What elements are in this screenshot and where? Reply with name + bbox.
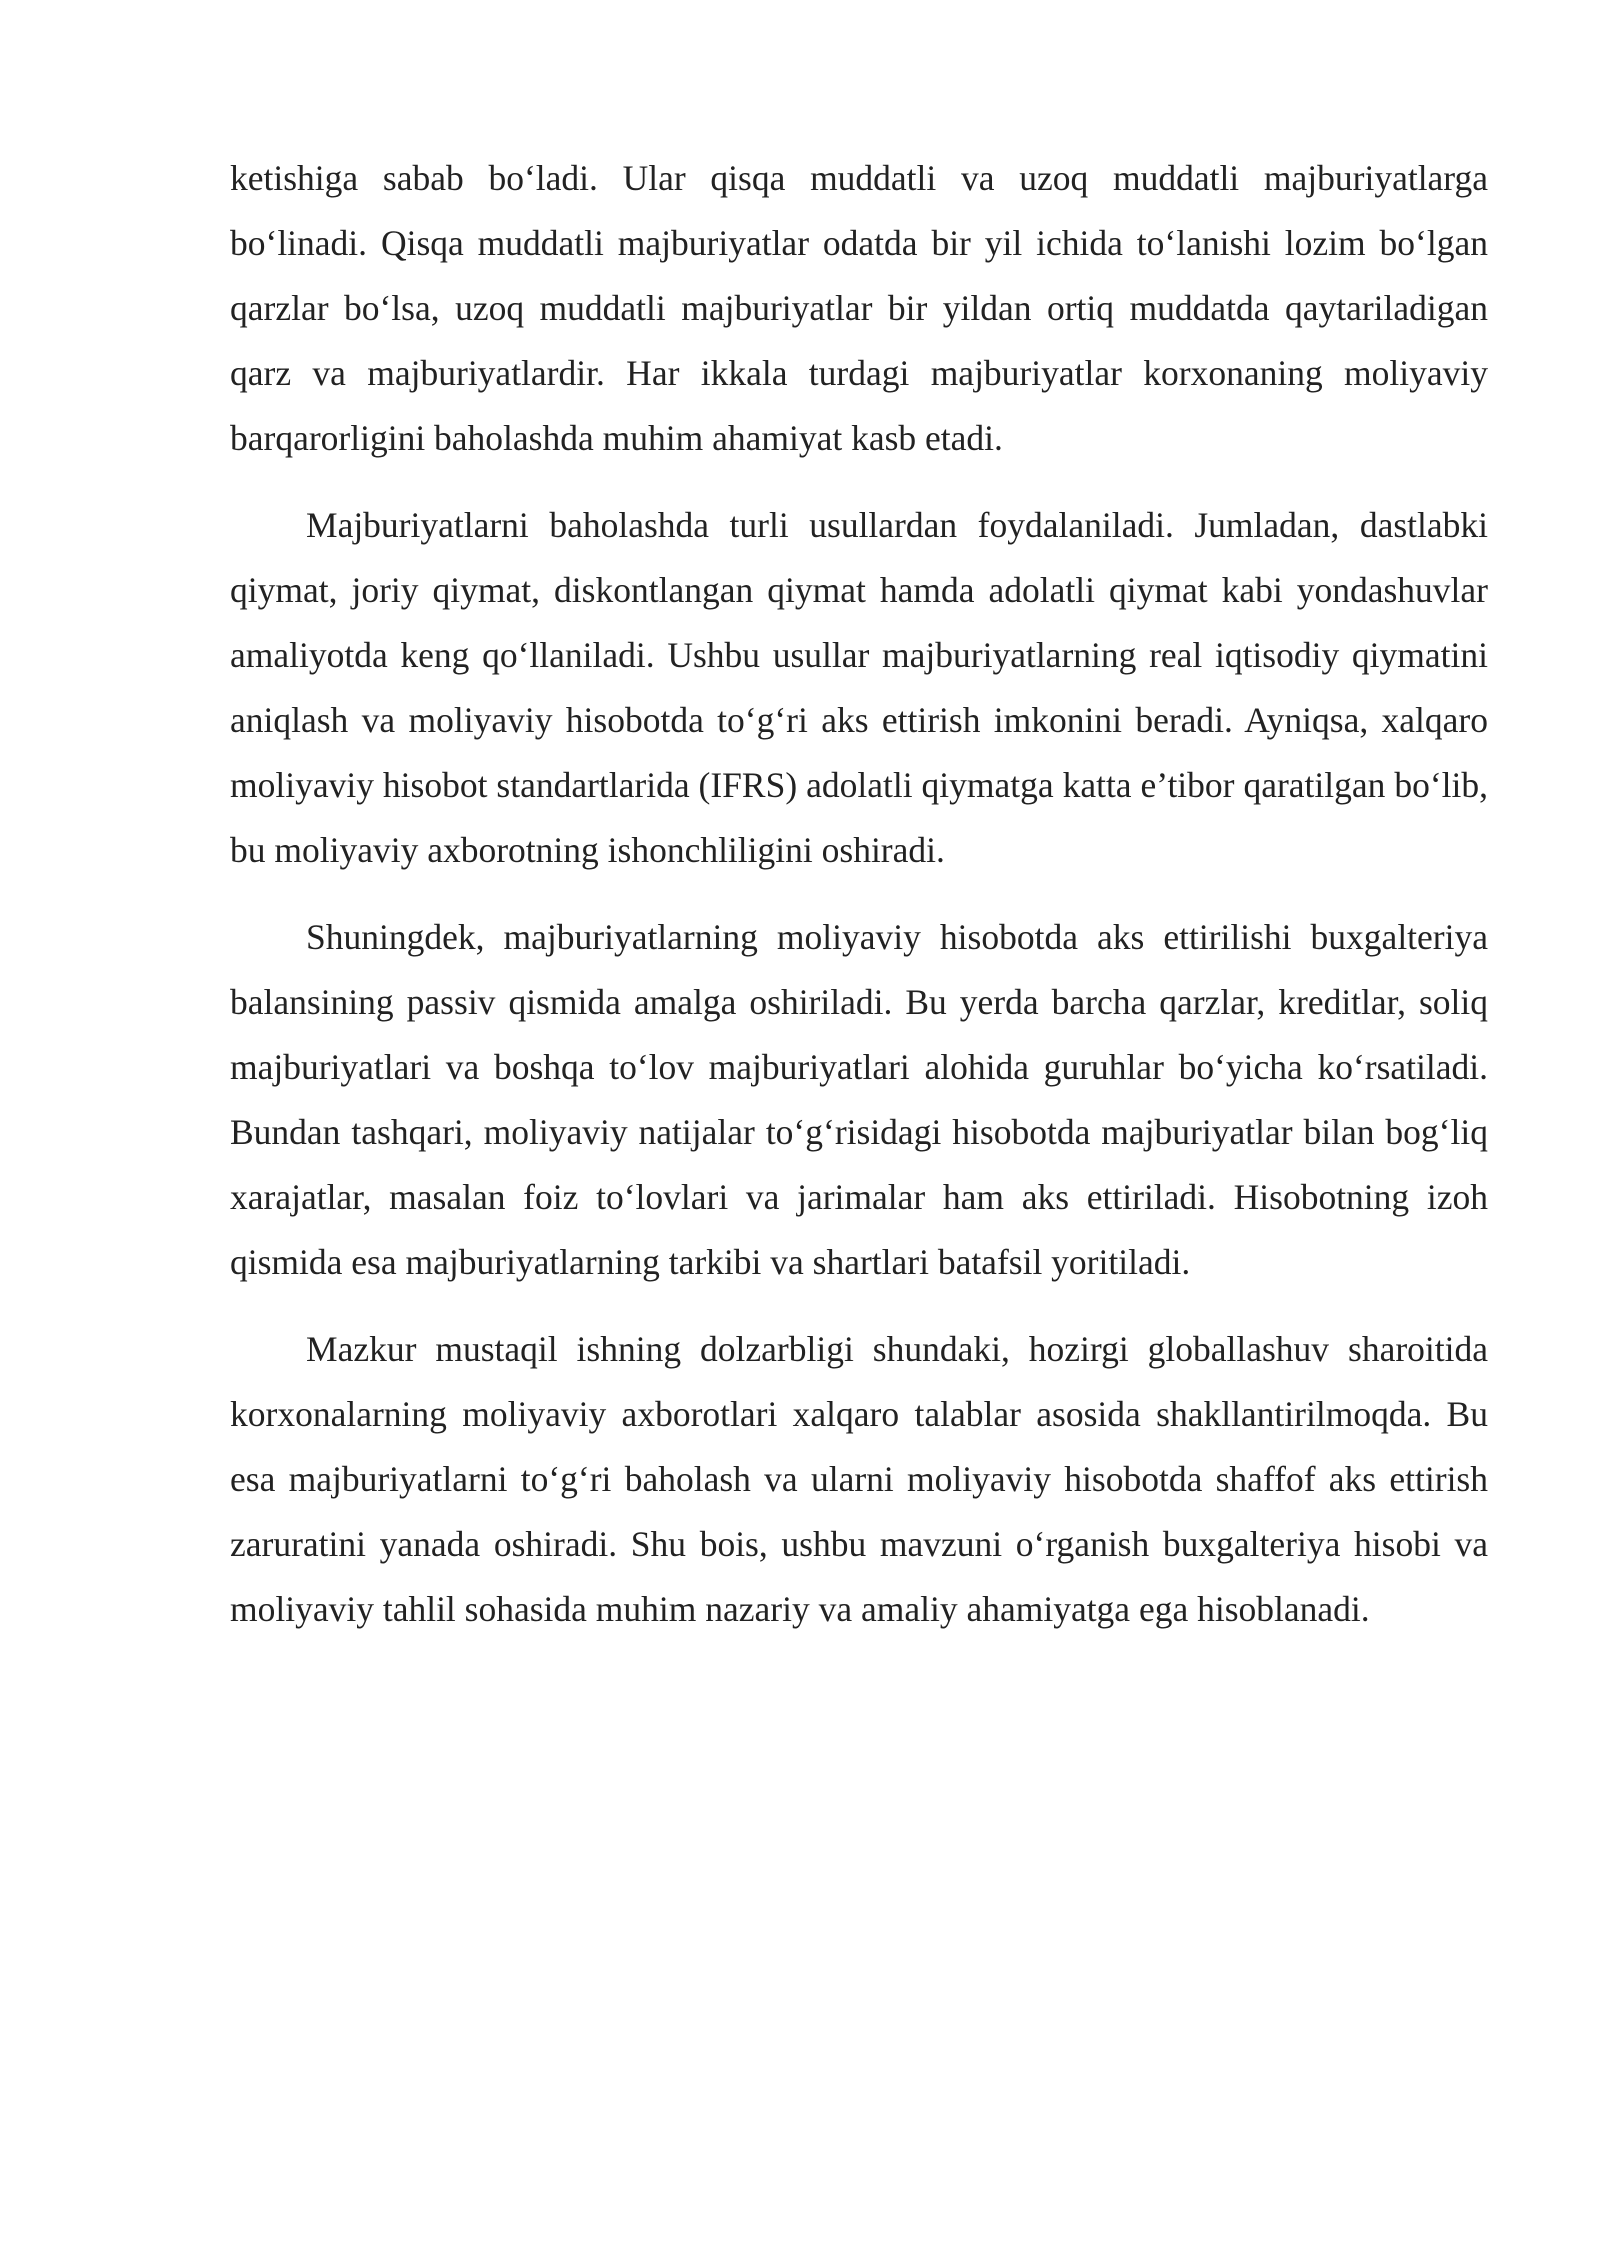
paragraph-valuation-methods: Majburiyatlarni baholashda turli usullardan foydalaniladi. Jumladan, dastlabki qiymat, joriy qiymat, diskontlangan qiymat hamda adolatli qiymat kabi yondashuvlar amaliyotda keng qo‘llaniladi. Ushbu usullar majburiyatlarning real iqtisodiy qiymatini aniqlash va moliyaviy hisobotda to‘g‘ri aks ettirish imkonini beradi. Ayniqsa, xalqaro moliyaviy hisobot standartlarida (IFRS) adolatli qiymatga katta e’tibor qaratilgan bo‘lib, bu moliyaviy axborotning ishonchliligini oshiradi. <box>230 505 1488 870</box>
paragraph-relevance: Mazkur mustaqil ishning dolzarbligi shundaki, hozirgi globallashuv sharoitida korxonalarning moliyaviy axborotlari xalqaro talablar asosida shakllantirilmoqda. Bu esa majburiyatlarni to‘g‘ri baholash va ularni moliyaviy hisobotda shaffof aks ettirish zaruratini yanada oshiradi. Shu bois, ushbu mavzuni o‘rganish buxgalteriya hisobi va moliyaviy tahlil sohasida muhim nazariy va amaliy ahamiyatga ega hisoblanadi. <box>230 1329 1488 1629</box>
paragraph-financial-reporting: Shuningdek, majburiyatlarning moliyaviy hisobotda aks ettirilishi buxgalteriya balansining passiv qismida amalga oshiriladi. Bu yerda barcha qarzlar, kreditlar, soliq majburiyatlari va boshqa to‘lov majburiyatlari alohida guruhlar bo‘yicha ko‘rsatiladi. Bundan tashqari, moliyaviy natijalar to‘g‘risidagi hisobotda majburiyatlar bilan bog‘liq xarajatlar, masalan foiz to‘lovlari va jarimalar ham aks ettiriladi. Hisobotning izoh qismida esa majburiyatlarning tarkibi va shartlari batafsil yoritiladi. <box>230 917 1488 1282</box>
document-body <box>230 146 1488 1664</box>
paragraph-continuation: ketishiga sabab bo‘ladi. Ular qisqa muddatli va uzoq muddatli majburiyatlarga bo‘linadi. Qisqa muddatli majburiyatlar odatda bir yil ichida to‘lanishi lozim bo‘lgan qarzlar bo‘lsa, uzoq muddatli majburiyatlar bir yildan ortiq muddatda qaytariladigan qarz va majburiyatlardir. Har ikkala turdagi majburiyatlar korxonaning moliyaviy barqarorligini baholashda muhim ahamiyat kasb etadi. <box>230 158 1488 458</box>
